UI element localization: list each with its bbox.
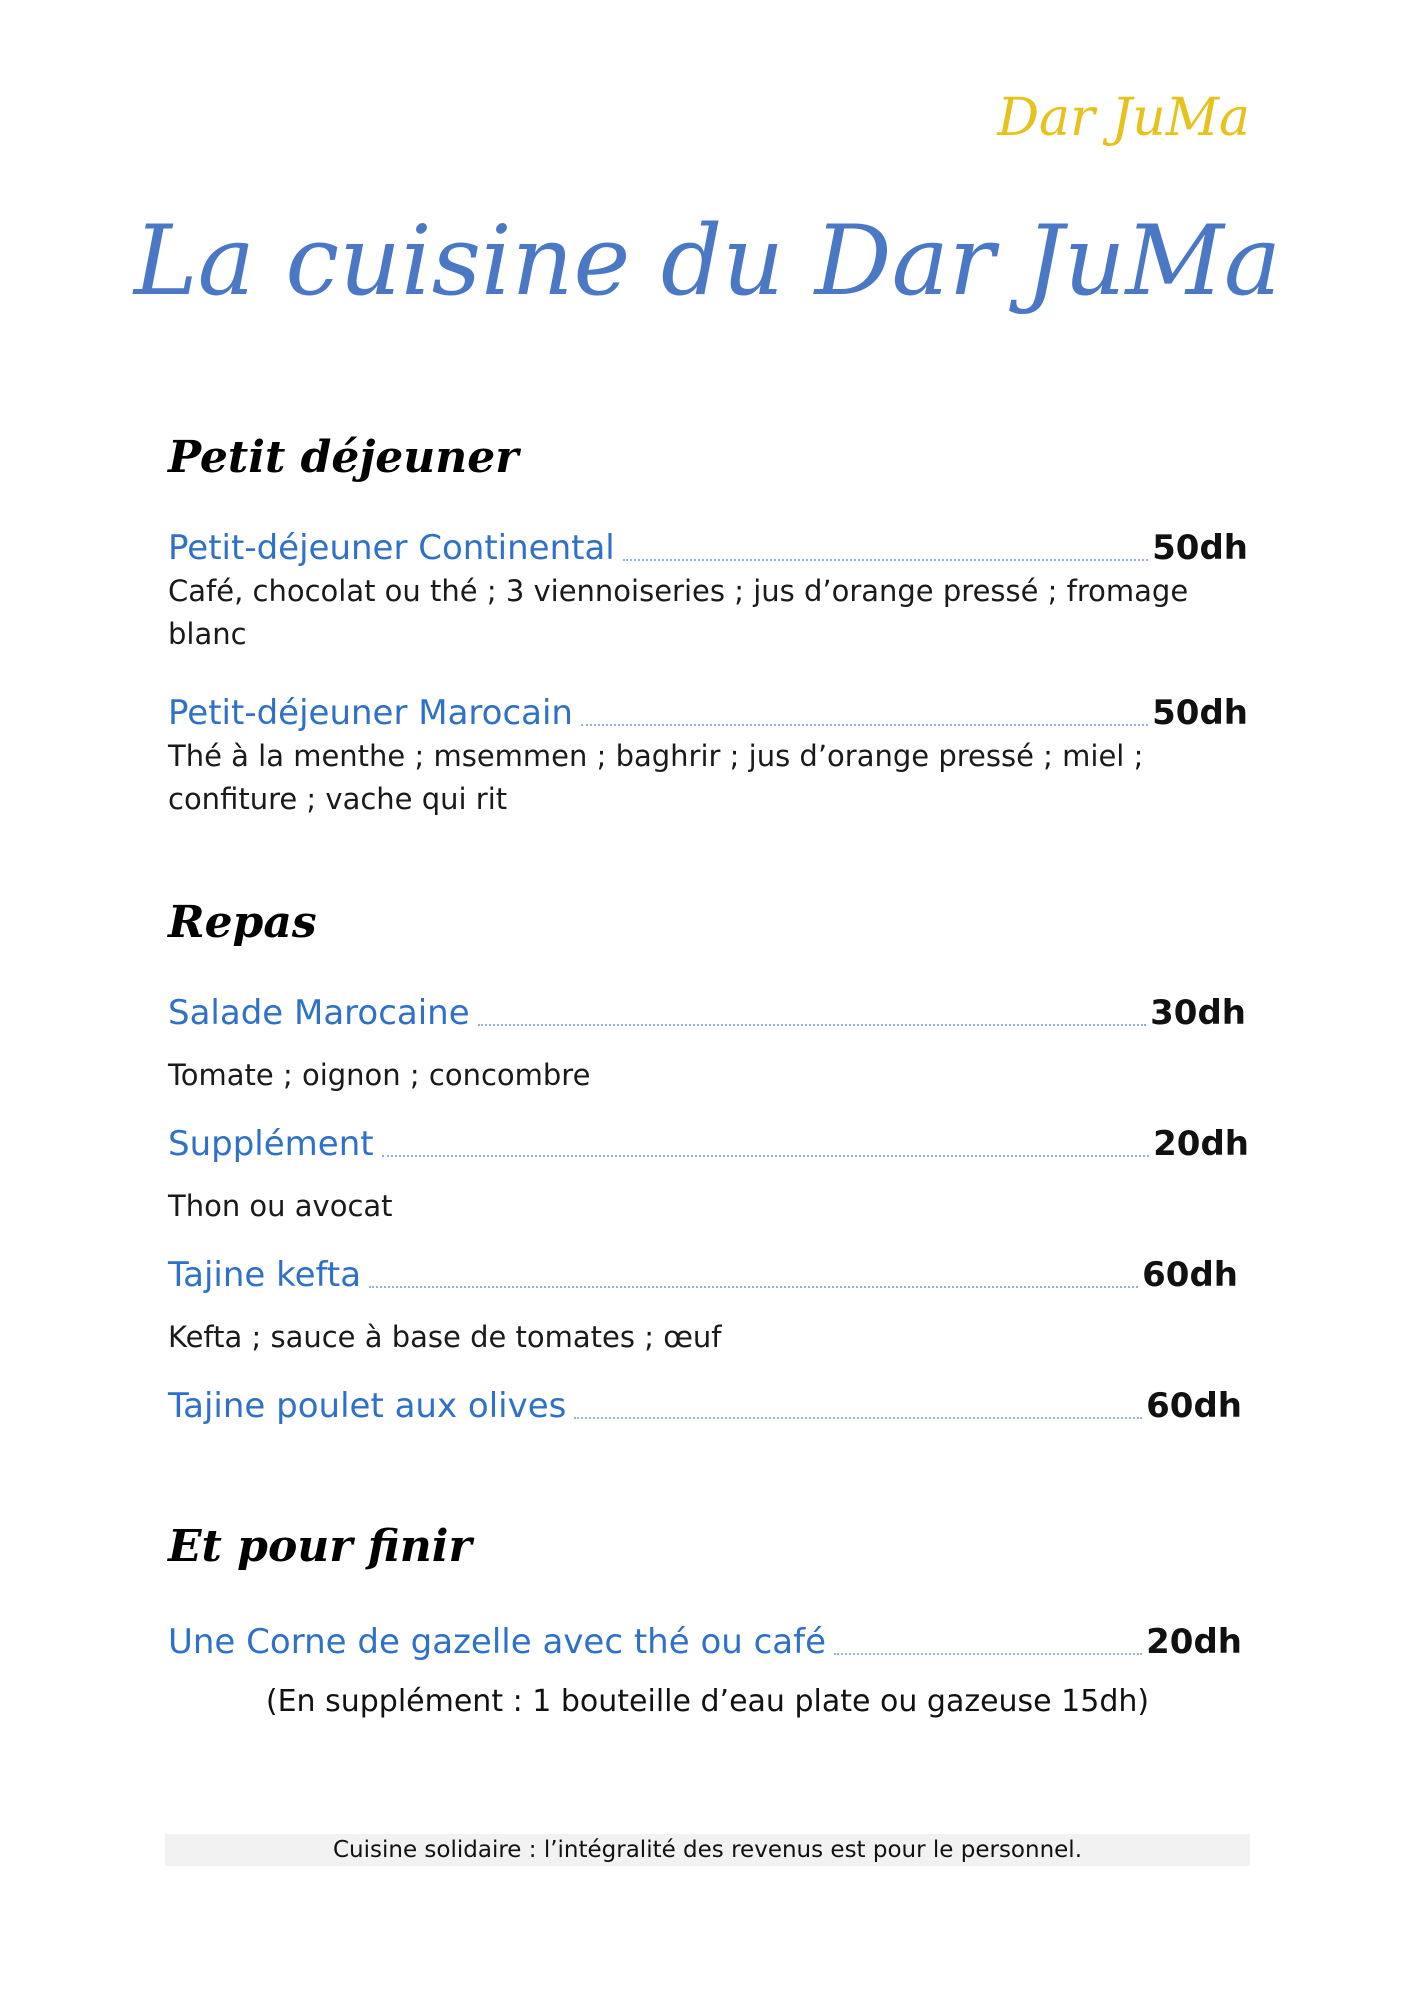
dotted-leader (581, 724, 1148, 726)
footer-note: Cuisine solidaire : l’intégralité des revenus est pour le personnel. (165, 1834, 1250, 1866)
brand-logo-text: Dar JuMa (997, 88, 1250, 148)
menu-item-name: Tajine kefta (168, 1255, 362, 1295)
menu-item-description: Kefta ; sauce à base de tomates ; œuf (168, 1320, 722, 1354)
section-heading-petit-dejeuner: Petit déjeuner (168, 432, 519, 483)
dotted-leader (369, 1286, 1138, 1288)
menu-item-continental (168, 525, 1248, 571)
section-heading-repas: Repas (168, 897, 317, 948)
menu-item-tajine-kefta (168, 1252, 1238, 1298)
menu-item-name: Supplément (168, 1124, 374, 1164)
dotted-leader (574, 1417, 1142, 1419)
menu-item-price: 20dh (1146, 1622, 1242, 1662)
section-heading-et-pour-finir: Et pour finir (168, 1521, 472, 1572)
menu-item-supplement (168, 1121, 1249, 1167)
menu-item-price: 30dh (1150, 993, 1246, 1033)
menu-item-price: 50dh (1152, 528, 1248, 568)
menu-item-description: Thé à la menthe ; msemmen ; baghrir ; jus d’orange pressé ; miel ; confiture ; vache qui rit (168, 739, 1144, 816)
menu-item-name: Tajine poulet aux olives (168, 1386, 567, 1426)
menu-item-salade-marocaine (168, 990, 1246, 1036)
dotted-leader (478, 1024, 1146, 1026)
menu-item-name: Salade Marocaine (168, 993, 470, 1033)
dotted-leader (834, 1653, 1142, 1655)
menu-item-description: Tomate ; oignon ; concombre (168, 1058, 591, 1092)
menu-item-name: Petit-déjeuner Continental (168, 528, 615, 568)
menu-item-description: Thon ou avocat (168, 1189, 393, 1223)
menu-item-price: 60dh (1146, 1386, 1242, 1426)
menu-item-name: Une Corne de gazelle avec thé ou café (168, 1622, 827, 1662)
menu-item-name: Petit-déjeuner Marocain (168, 693, 573, 733)
dotted-leader (623, 559, 1148, 561)
dotted-leader (382, 1155, 1150, 1157)
menu-item-price: 50dh (1152, 693, 1248, 733)
menu-item-corne-de-gazelle (168, 1619, 1242, 1665)
page-title: La cuisine du Dar JuMa (133, 205, 1282, 317)
menu-item-marocain (168, 690, 1248, 736)
menu-item-price: 20dh (1153, 1124, 1249, 1164)
supplement-note: (En supplément : 1 bouteille d’eau plate ou gazeuse 15dh) (265, 1684, 1150, 1719)
menu-item-description: Café, chocolat ou thé ; 3 viennoiseries ; jus d’orange pressé ; fromage blanc (168, 574, 1189, 651)
menu-item-tajine-poulet (168, 1383, 1242, 1429)
menu-item-price: 60dh (1142, 1255, 1238, 1295)
